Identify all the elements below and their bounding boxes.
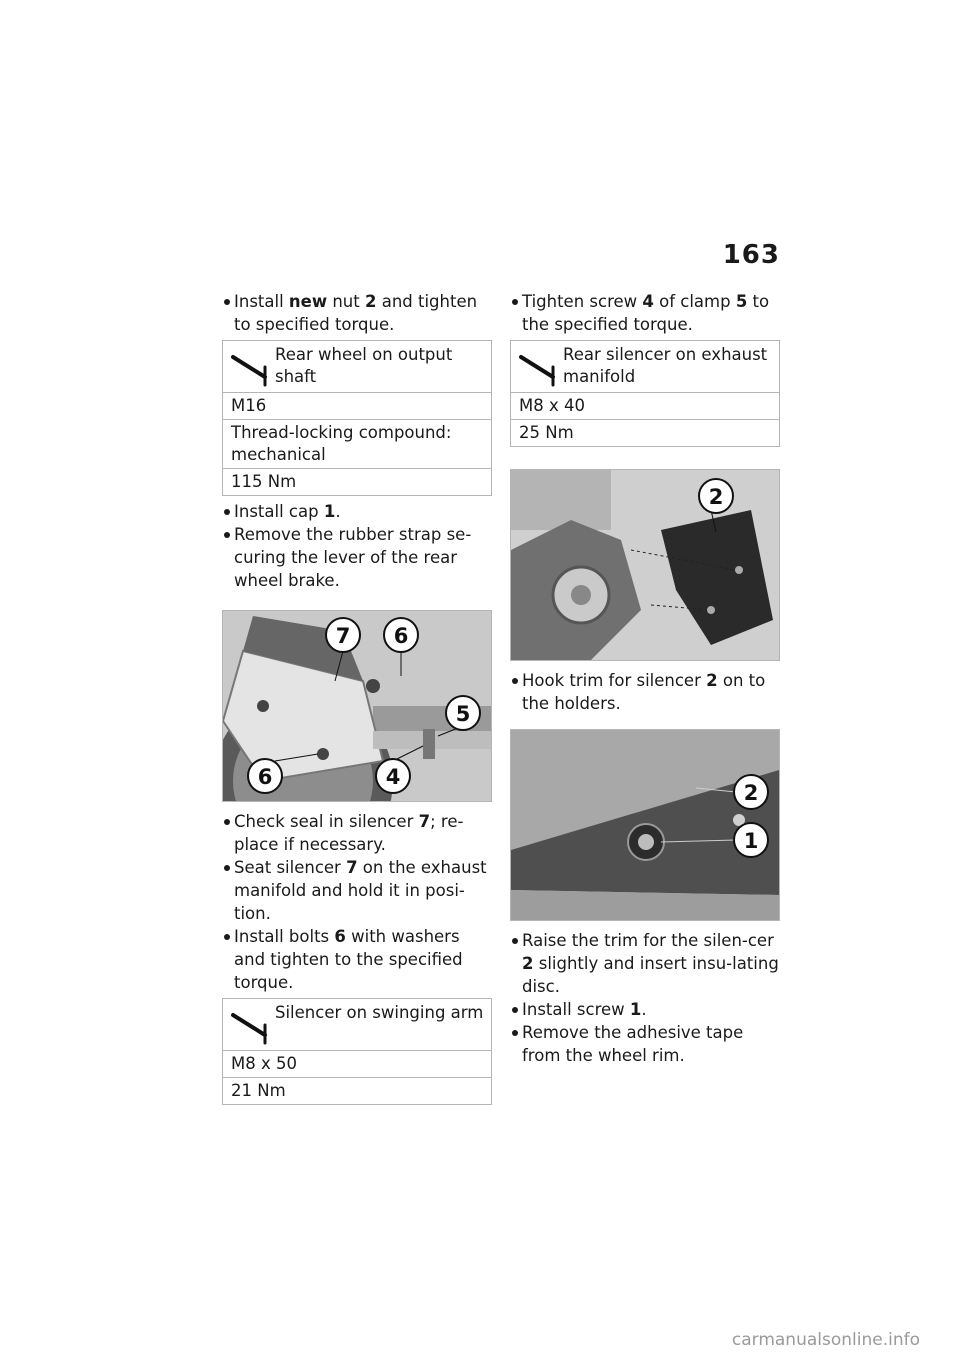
torque-spec-rear-wheel <box>222 340 492 496</box>
callout-7-label: 7 <box>335 624 351 648</box>
spec-title: Silencer on swinging arm <box>275 1003 484 1022</box>
spec-row: Thread-locking compound: mechanical <box>223 420 491 469</box>
figure-silencer-bolts <box>222 610 492 802</box>
step-remove-tape: Remove the adhesive tape from the wheel rim. <box>510 1021 780 1067</box>
callout-4-label: 4 <box>385 765 401 789</box>
callout-5-label: 5 <box>455 702 471 726</box>
watermark: carmanualsonline.info <box>731 1330 920 1350</box>
torque-wrench-icon <box>517 347 557 387</box>
figure-silencer-trim <box>510 469 780 661</box>
spec-row: 21 Nm <box>231 1081 286 1100</box>
step-install-screw: Install screw 1. <box>510 998 780 1021</box>
torque-wrench-icon <box>229 1005 269 1045</box>
silencer-illustration <box>223 611 491 801</box>
figure-trim-screw <box>510 729 780 921</box>
spec-title: Rear wheel on output shaft <box>275 345 453 386</box>
step-install-cap: Install cap 1. <box>222 500 492 523</box>
torque-wrench-icon <box>229 347 269 387</box>
step-raise-trim: Raise the trim for the silen-cer 2 slightly and insert insu-lating disc. <box>510 929 780 998</box>
spec-row: 25 Nm <box>519 423 574 442</box>
page-number: 163 <box>722 240 780 270</box>
step-tighten-screw: Tighten screw 4 of clamp 5 to the specified torque. <box>510 290 780 336</box>
callout-6-bottom-label: 6 <box>257 765 273 789</box>
callout-2-label: 2 <box>708 485 724 509</box>
torque-spec-exhaust-manifold <box>510 340 780 447</box>
spec-row: M8 x 40 <box>511 393 779 420</box>
callout-6-top-label: 6 <box>393 624 409 648</box>
torque-spec-swinging-arm <box>222 998 492 1105</box>
silencer-trim-illustration <box>511 470 779 660</box>
spec-title: Rear silencer on exhaust manifold <box>563 345 768 386</box>
callout-2-label: 2 <box>743 781 759 805</box>
spec-row: M16 <box>223 393 491 420</box>
step-remove-strap: Remove the rubber strap se-curing the lever of the rear wheel brake. <box>222 523 492 592</box>
left-column <box>222 290 492 1109</box>
trim-screw-illustration <box>511 730 779 920</box>
spec-row: M8 x 50 <box>223 1051 491 1078</box>
step-seat-silencer: Seat silencer 7 on the exhaust manifold and hold it in posi-tion. <box>222 856 492 925</box>
spec-row: 115 Nm <box>231 472 297 491</box>
callout-1-label: 1 <box>743 829 759 853</box>
step-install-nut: Install new nut 2 and tighten to specified torque. <box>222 290 492 336</box>
right-column <box>510 290 780 1067</box>
step-check-seal: Check seal in silencer 7; re-place if necessary. <box>222 810 492 856</box>
step-install-bolts: Install bolts 6 with washers and tighten to the specified torque. <box>222 925 492 994</box>
step-hook-trim: Hook trim for silencer 2 on to the holders. <box>510 669 780 715</box>
